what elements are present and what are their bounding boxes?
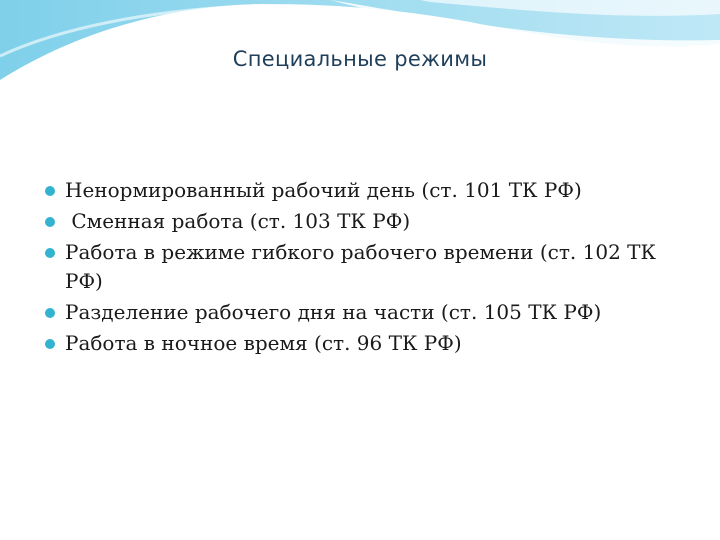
bullet-item	[44, 176, 684, 205]
bullet-dot-icon	[45, 248, 55, 258]
header-wave-decoration	[0, 0, 720, 90]
bullet-text: Сменная работа (ст. 103 ТК РФ)	[65, 209, 411, 233]
bullet-text: Ненормированный рабочий день (ст. 101 ТК РФ)	[65, 178, 582, 202]
bullet-dot-icon	[45, 339, 55, 349]
bullet-item	[44, 329, 684, 358]
bullet-list	[44, 176, 684, 360]
bullet-item	[44, 298, 684, 327]
bullet-item	[44, 238, 684, 296]
slide-title: Специальные режимы	[232, 47, 488, 71]
bullet-text: Работа в режиме гибкого рабочего времени (ст. 102 ТК РФ)	[65, 240, 656, 293]
bullet-dot-icon	[45, 186, 55, 196]
bullet-dot-icon	[45, 308, 55, 318]
bullet-item	[44, 207, 684, 236]
bullet-text: Работа в ночное время (ст. 96 ТК РФ)	[65, 331, 462, 355]
bullet-text: Разделение рабочего дня на части (ст. 105 ТК РФ)	[65, 300, 602, 324]
bullet-dot-icon	[45, 217, 55, 227]
